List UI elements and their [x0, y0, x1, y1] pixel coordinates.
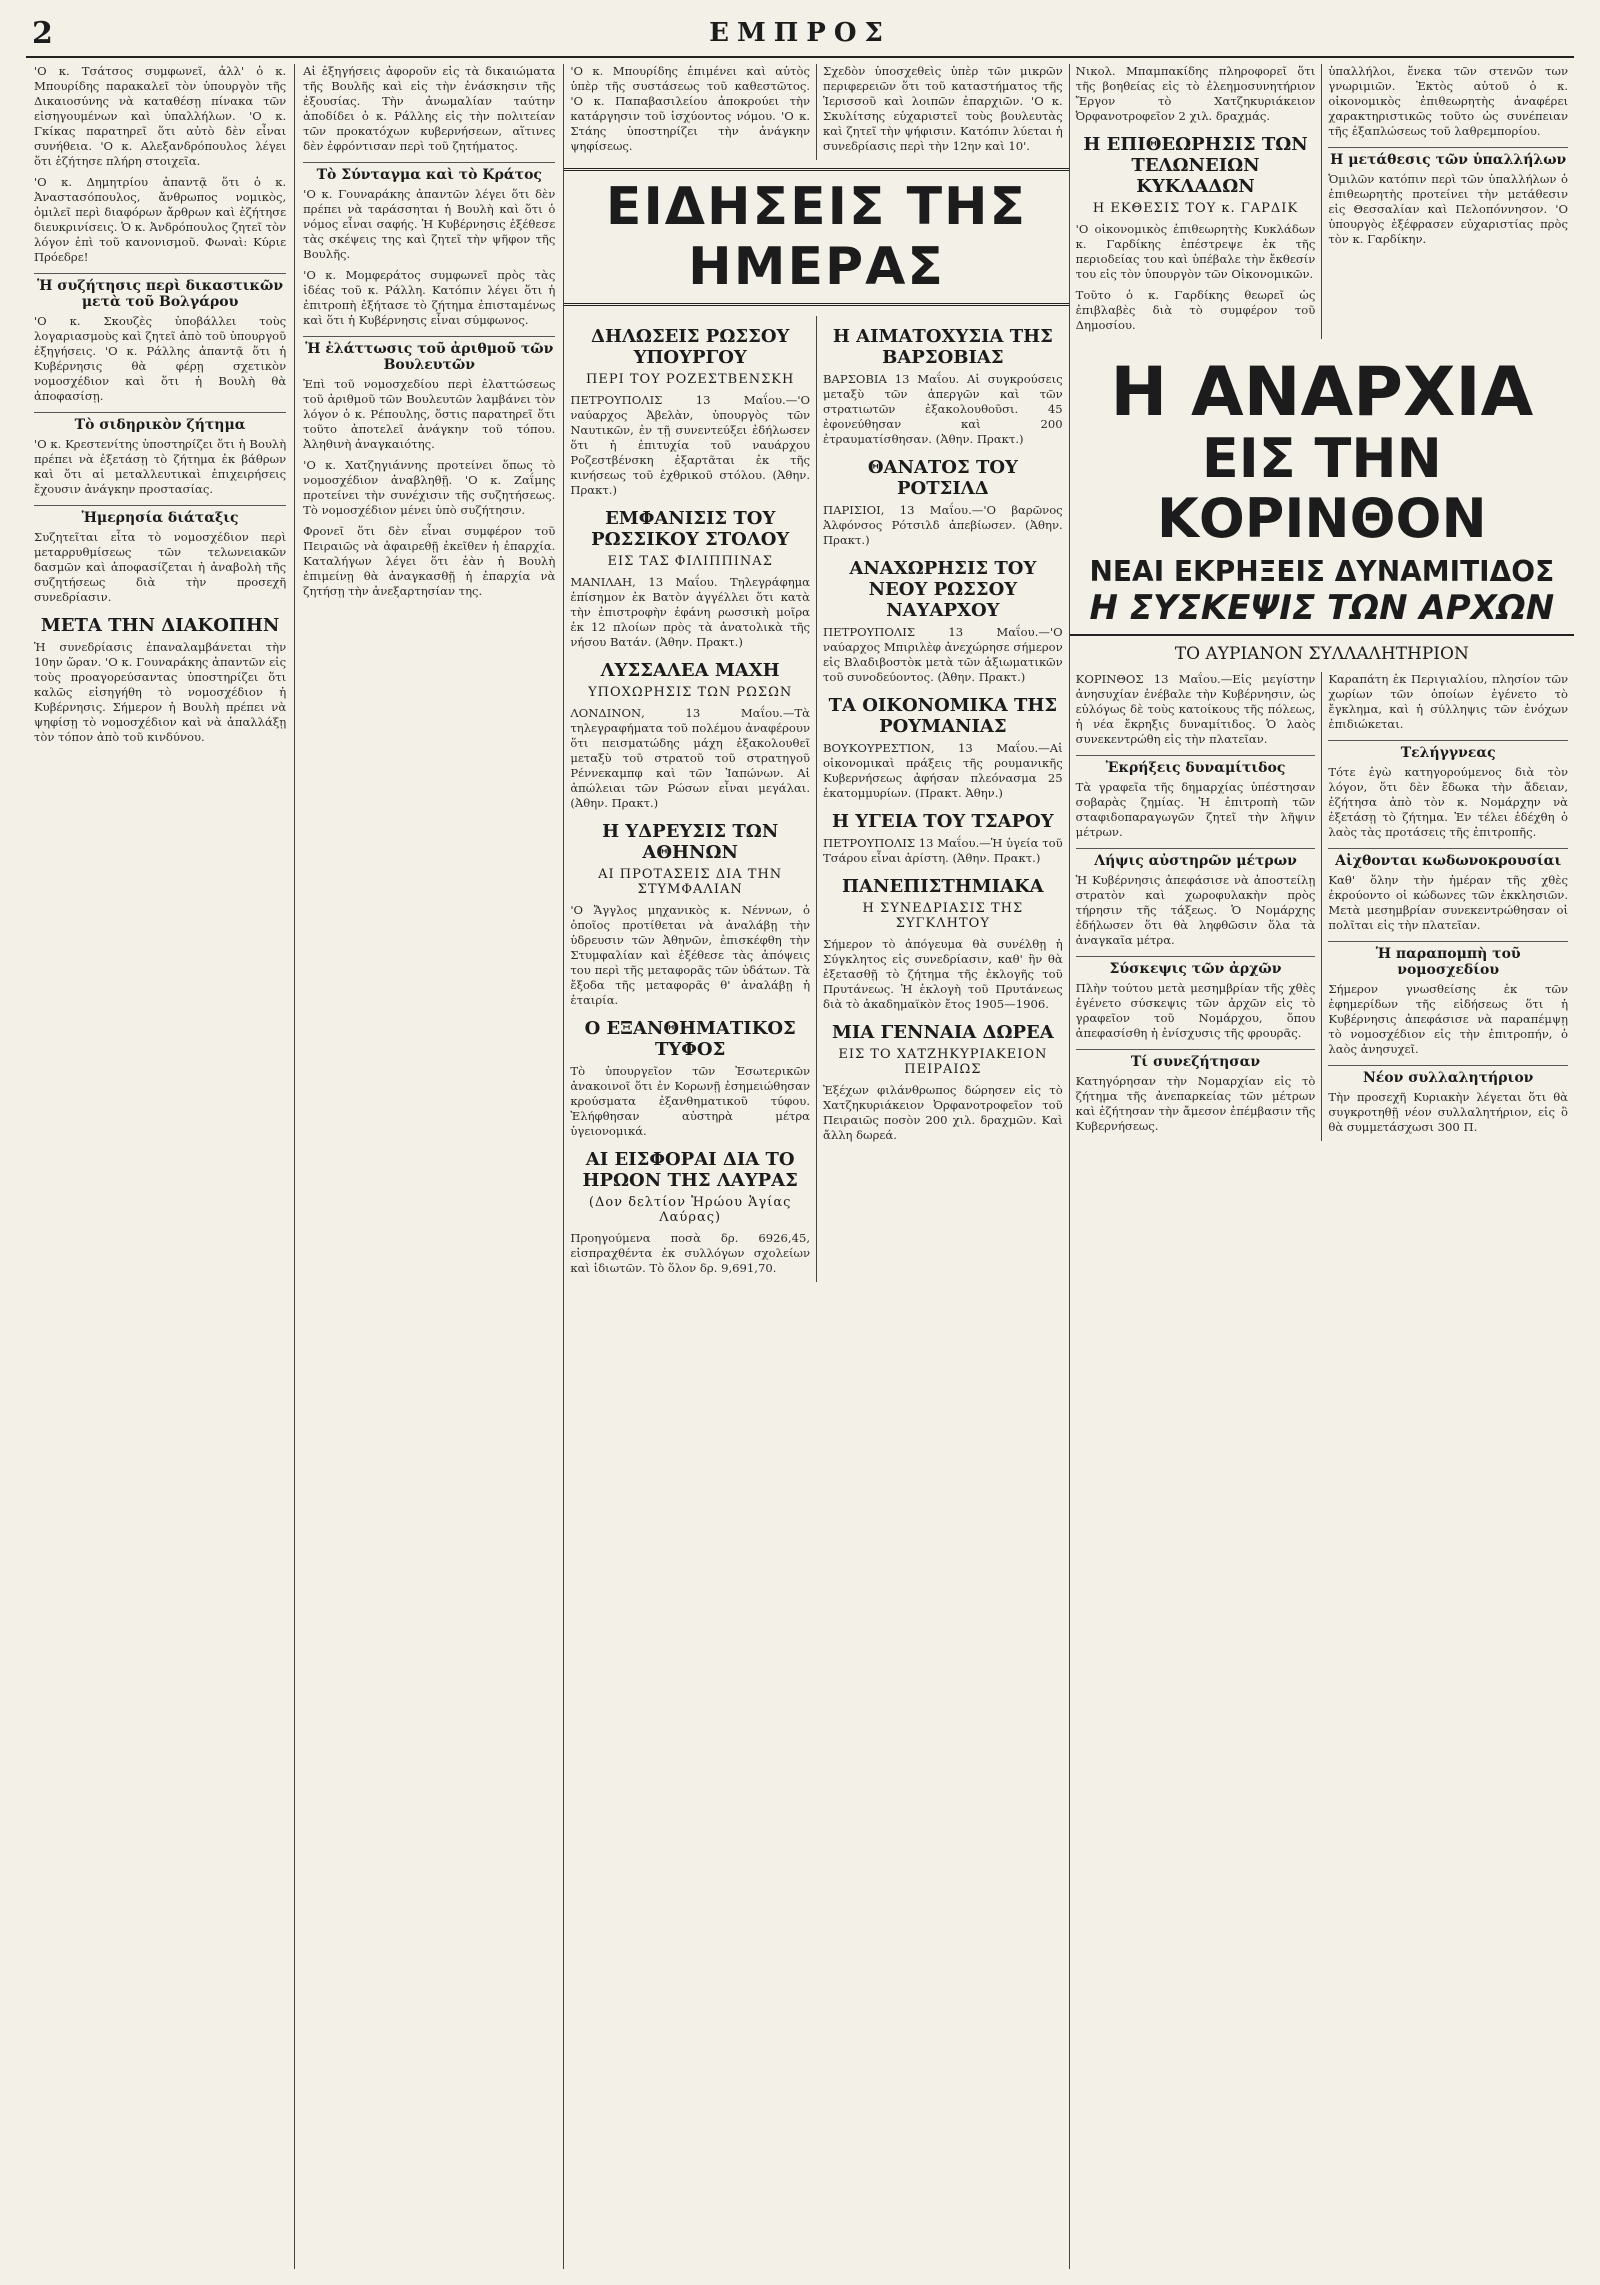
- section-heading: Λήψις αὐστηρῶν μέτρων: [1076, 848, 1316, 869]
- section-heading: Τὸ σιδηρικὸν ζήτημα: [34, 412, 286, 433]
- article-text: Νικολ. Μπαμπακίδης πληροφορεῖ ὅτι τῆς βοηθείας εἰς τὸ ἐλεημοσυνητήριον Ἔργον τὸ Χατζηκυριάκειον Ὀρφανοτροφεῖον 2 χιλ. δραχμάς.: [1075, 64, 1316, 123]
- article-text: Σχεδὸν ὑποσχεθεὶς ὑπὲρ τῶν μικρῶν περιφερειῶν ὅτι τοῦ καταστήματος τῆς Ἱερισσοῦ καὶ λοιπῶν ἐπαρχιῶν. 'Ο κ. Σκυλίτσης εὐχαριστεῖ τοὺς βουλευτὰς καὶ ζητεῖ τὴν ψήφισιν. Κατόπιν λύεται ἡ συνεδρίασις περὶ τὴν 12ην καὶ 10'.: [823, 64, 1063, 153]
- article-text: 'Ο κ. Κρεστενίτης ὑποστηρίζει ὅτι ἡ Βουλὴ πρέπει νὰ ἐξετάσῃ τὸ ζήτημα ἐκ βάθρων καὶ ὅτι αἱ μεταλλευτικαὶ ἐπιχειρήσεις ἔχουσιν ἀνάγκην προστασίας.: [34, 437, 287, 496]
- article-text: Καθ' ὅλην τὴν ἡμέραν τῆς χθὲς ἐκρούοντο οἱ κώδωνες τῶν ἐκκλησιῶν. Μετὰ μεσημβρίαν συνεκεντρώθησαν οἱ πολῖται εἰς τὴν πλατεῖαν.: [1328, 873, 1569, 932]
- section-heading: Τί συνεζήτησαν: [1076, 1049, 1316, 1070]
- article-text: Φρονεῖ ὅτι δὲν εἶναι συμφέρον τοῦ Πειραιῶς νὰ ἀφαιρεθῇ ἐκεῖθεν ἡ ἐπαρχία. Καταλήγων λέγει ὅτι ἐὰν ἡ Βουλὴ ἐπιμείνῃ θὰ ἀναγκασθῇ ἡ ἐπαρχία νὰ ζητήσῃ τὴν ἀνεξαρτησίαν της.: [303, 524, 556, 598]
- article-text: Προηγούμενα ποσὰ δρ. 6926,45, εἰσπραχθέντα ἐκ συλλόγων σχολείων καὶ ἰδιωτῶν. Τὸ ὅλον δρ. 9,691,70.: [570, 1231, 811, 1275]
- section-heading: Ἡ παραπομπὴ τοῦ νομοσχεδίου: [1328, 941, 1568, 978]
- subheadline: (Δον δελτίον Ἡρώου Ἁγίας Λαύρας): [588, 1195, 792, 1225]
- subheadline: Η ΣΥΝΕΔΡΙΑΣΙΣ ΤΗΣ ΣΥΓΚΛΗΤΟΥ: [862, 901, 1024, 931]
- news-columns: [564, 316, 1068, 1282]
- article-text: Κατηγόρησαν τὴν Νομαρχίαν εἰς τὸ ζήτημα τῆς ἀνεπαρκείας τῶν μέτρων καὶ ἐζήτησαν τὴν ἄμεσον ἐπέμβασιν τῆς Κυβερνήσεως.: [1075, 1074, 1316, 1133]
- headline: Η ΥΓΕΙΑ ΤΟΥ ΤΣΑΡΟΥ: [832, 811, 1054, 832]
- article-text: ΠΑΡΙΣΙΟΙ, 13 Μαΐου.—'Ο βαρῶνος Ἀλφόνσος Ρότσιλδ ἀπεβίωσεν. (Ἀθην. Πρακτ.): [823, 503, 1063, 547]
- anarchy-section: [1070, 64, 1574, 2269]
- columns: [26, 64, 1574, 2269]
- column-5-top: [1070, 64, 1323, 339]
- article-text: ΠΕΤΡΟΥΠΟΛΙΣ 13 Μαΐου.—'Ο ναύαρχος Ἀβελὰν, ὑπουργὸς τῶν Ναυτικῶν, ἐν τῇ συνεντεύξει ἐδήλωσεν ὅτι ἡ ἐπιτυχία τοῦ ναυάρχου Ροζεστβένσκη ἐξαρτᾶται ἐκ τῆς κινήσεως τοῦ ἐχθρικοῦ στόλου. (Ἀθην. Πρακτ.): [570, 393, 811, 497]
- subheadline: ΠΕΡΙ ΤΟΥ ΡΟΖΕΣΤΒΕΝΣΚΗ: [586, 372, 795, 387]
- news-top: [564, 64, 1068, 160]
- article-text: 'Ο κ. Τσάτσος συμφωνεῖ, ἀλλ' ὁ κ. Μπουρίδης παρακαλεῖ τὸν ὑπουργὸν τῆς Δικαιοσύνης νὰ καταθέσῃ πίνακα τῶν εἰσηγουμένων καὶ ὑπαλλήλων. 'Ο κ. Γκίκας παρατηρεῖ ὅτι αὐτὸ δὲν εἶναι συνήθεια. 'Ο κ. Αλεξανδρόπουλος λέγει ὅτι ἐζήτησε πλήρη στοιχεῖα.: [34, 64, 287, 168]
- article-text: Τὸ ὑπουργεῖον τῶν Ἐσωτερικῶν ἀνακοινοῖ ὅτι ἐν Κορωνῇ ἐσημειώθησαν κρούσματα ἐξανθηματικοῦ τύφου. Ἐλήφθησαν αὐστηρὰ μέτρα ὑγειονομικά.: [570, 1064, 811, 1138]
- article-text: 'Ο Ἄγγλος μηχανικὸς κ. Νέννων, ὁ ὁποῖος προτίθεται νὰ ἀναλάβῃ τὴν ὑδρευσιν τῶν Ἀθηνῶν, ἐπισκέφθη τὴν Στυμφαλίαν καὶ ἐξέθεσε τὰς ἀπόψεις του περὶ τῆς μεταφορᾶς τῶν ὑδάτων. Τὰ ἔξοδα τῆς μεταφορᾶς θ' ἀναλάβῃ ἡ ἑταιρία.: [570, 903, 811, 1007]
- section-heading: ΜΕΤΑ ΤΗΝ ΔΙΑΚΟΠΗΝ: [40, 615, 280, 636]
- section-heading: Η μετάθεσις τῶν ὑπαλλήλων: [1328, 147, 1568, 168]
- main-subheadline-3: ΤΟ ΑΥΡΙΑΝΟΝ ΣΥΛΛΑΛΗΤΗΡΙΟΝ: [1174, 644, 1469, 664]
- article-text: Ἐξέχων φιλάνθρωπος δώρησεν εἰς τὸ Χατζηκυριάκειον Ὀρφανοτροφεῖον τοῦ Πειραιῶς ποσὸν 200 χιλ. δραχμῶν. Καὶ ἄλλη δωρεά.: [823, 1083, 1063, 1142]
- headline: Η ΕΠΙΘΕΩΡΗΣΙΣ ΤΩΝ ΤΕΛΩΝΕΙΩΝ ΚΥΚΛΑΔΩΝ: [1083, 134, 1308, 197]
- article-text: Τὴν προσεχῆ Κυριακὴν λέγεται ὅτι θὰ συγκροτηθῇ νέον συλλαλητήριον, εἰς ὃ θὰ συμμετάσχωσι 300 Π.: [1328, 1090, 1569, 1134]
- headline: ΛΥΣΣΑΛΕΑ ΜΑΧΗ: [600, 660, 780, 681]
- article-text: ΠΕΤΡΟΥΠΟΛΙΣ 13 Μαΐου.—'Ο ναύαρχος Μπιριλὲφ ἀνεχώρησε σήμερον εἰς Βλαδιβοστὸκ μετὰ τῶν ἀξιωματικῶν τοῦ συνοδεύοντος. (Ἀθην. Πρακτ.): [823, 625, 1063, 684]
- article-text: Καραπάτη ἐκ Περιγιαλίου, πλησίον τῶν χωρίων τῶν ὁποίων ἐγένετο τὸ ἔγκλημα, καὶ ἡ σύλληψις τῶν ἐνόχων ἐπιδιώκεται.: [1328, 672, 1569, 731]
- article-text: 'Ο οἰκονομικὸς ἐπιθεωρητὴς Κυκλάδων κ. Γαρδίκης ἐπέστρεψε ἐκ τῆς περιοδείας του καὶ ὑπέβαλε τὴν ἔκθεσίν του εἰς τὸν ὑπουργὸν τῶν Οἰκονομικῶν.: [1075, 222, 1316, 281]
- section-heading: Αἰχθονται κωδωνοκρουσίαι: [1328, 848, 1568, 869]
- right-bottom: [1070, 672, 1574, 1141]
- anarchy-headline-block: [1070, 353, 1574, 664]
- article-text: ὑπαλλήλοι, ἕνεκα τῶν στενῶν των γνωριμιῶν. Ἐκτὸς αὐτοῦ ὁ κ. οἰκονομικὸς ἐπιθεωρητὴς ἀναφέρει χαρακτηριστικῶς τοῦτο ὡς συνέπειαν τῆς ἐξαπλώσεως τοῦ λαθρεμπορίου.: [1328, 64, 1569, 138]
- masthead: [26, 14, 1574, 58]
- page-number: 2: [32, 16, 53, 51]
- headline: ΠΑΝΕΠΙΣΤΗΜΙΑΚΑ: [842, 876, 1044, 897]
- article-text: Αἱ ἐξηγήσεις ἀφοροῦν εἰς τὰ δικαιώματα τῆς Βουλῆς καὶ εἰς τὴν ἐνάσκησιν τῆς ἐξουσίας. Τὴν ἀνωμαλίαν ταύτην ἀποδίδει ὁ κ. Ράλλης εἰς τὴν πολιτείαν τῶν προκατόχων κυβερνήσεων, αἵτινες δὲν ἐφρόντισαν περὶ τοῦ ζητήματος.: [303, 64, 556, 153]
- article-text: Τότε ἐγὼ κατηγορούμενος διὰ τὸν λόγον, ὅτι δὲν ἔδωκα τὴν ἄδειαν, ἐζήτησα ἀπὸ τὸν κ. Νομάρχην νὰ ἐξετάσῃ τὸ ζήτημα. Ἐν τέλει ἐδέχθη ὁ λαὸς τὰς προτάσεις τῆς ἐπιτροπῆς.: [1328, 765, 1569, 839]
- newspaper-name: ΕΜΠΡΟΣ: [709, 18, 891, 48]
- section-heading: Ἐκρήξεις δυναμίτιδος: [1076, 755, 1316, 776]
- main-subheadline-2: Η ΣΥΣΚΕΨΙΣ ΤΩΝ ΑΡΧΩΝ: [1070, 588, 1574, 636]
- subheadline: Η ΕΚΘΕΣΙΣ ΤΟΥ κ. ΓΑΡΔΙΚ: [1092, 201, 1299, 216]
- column-2: [295, 64, 564, 2269]
- subheadline: ΕΙΣ ΤΟ ΧΑΤΖΗΚΥΡΙΑΚΕΙΟΝ ΠΕΙΡΑΙΩΣ: [838, 1047, 1048, 1077]
- article-text: Ἐπὶ τοῦ νομοσχεδίου περὶ ἐλαττώσεως τοῦ ἀριθμοῦ τῶν Βουλευτῶν λαμβάνει τὸν λόγον ὁ κ. Ρέπουλης, ὅστις παρατηρεῖ ὅτι τοῦτο ἀποτελεῖ ἀνάγκην τοῦ τόπου. Ἀληθινὴ ἀναγκαιότης.: [303, 377, 556, 451]
- right-top: [1070, 64, 1574, 339]
- headline: Η ΥΔΡΕΥΣΙΣ ΤΩΝ ΑΘΗΝΩΝ: [602, 821, 779, 863]
- article-text: 'Ο κ. Μομφεράτος συμφωνεῖ πρὸς τὰς ἰδέας τοῦ κ. Ράλλη. Κατόπιν λέγει ὅτι ἡ ἐπιτροπὴ ἐξήτασε τὸ ζήτημα ἐπισταμένως καὶ ὅτι ἡ Κυβέρνησις εἶναι σύμφωνος.: [303, 268, 556, 327]
- section-heading: Τελήγγνεας: [1328, 740, 1568, 761]
- news-section: [564, 64, 1069, 2269]
- headline: ΜΙΑ ΓΕΝΝΑΙΑ ΔΩΡΕΑ: [831, 1022, 1054, 1043]
- column-3-top: [564, 64, 817, 160]
- article-text: 'Ο κ. Σκουζὲς ὑποβάλλει τοὺς λογαριασμοὺς καὶ ζητεῖ ἀπὸ τοῦ ὑπουργοῦ ἐξηγήσεις. 'Ο κ. Ράλλης ἀπαντᾷ ὅτι ἡ Κυβέρνησις θὰ φέρῃ σχετικὸν νομοσχέδιον καὶ ὅτι ἡ Βουλὴ θὰ ἀποφασίσῃ.: [34, 314, 287, 403]
- headline: ΤΑ ΟΙΚΟΝΟΜΙΚΑ ΤΗΣ ΡΟΥΜΑΝΙΑΣ: [828, 695, 1058, 737]
- article-text: ΒΟΥΚΟΥΡΕΣΤΙΟΝ, 13 Μαΐου.—Αἱ οἰκονομικαὶ πράξεις τῆς ρουμανικῆς Κυβερνήσεως ἀφήσαν πλεόνασμα 25 ἑκατομμυρίων. (Πρακτ. Ἀθην.): [823, 741, 1063, 800]
- main-subheadline: ΝΕΑΙ ΕΚΡΗΞΕΙΣ ΔΥΝΑΜΙΤΙΔΟΣ: [1089, 555, 1555, 588]
- column-3: [564, 316, 817, 1282]
- article-text: Συζητεῖται εἶτα τὸ νομοσχέδιον περὶ μεταρρυθμίσεως τῶν τελωνειακῶν δασμῶν καὶ ἀποφασίζεται ἡ ἀναβολὴ τῆς συζητήσεως διὰ τὴν προσεχῆ συνεδρίασιν.: [34, 530, 287, 604]
- article-text: 'Ο κ. Μπουρίδης ἐπιμένει καὶ αὐτὸς ὑπὲρ τῆς συστάσεως τοῦ καθεστῶτος. 'Ο κ. Παπαβασιλείου ἀποκρούει τὴν κατάργησιν τοῦ ἰσχύοντος νόμου. 'Ο κ. Στάης ὑποστηρίζει τὴν ἀνάγκην ψηφίσεως.: [570, 64, 811, 153]
- article-text: Ἡ Κυβέρνησις ἀπεφάσισε νὰ ἀποστείλῃ στρατὸν καὶ χωροφυλακὴν πρὸς τήρησιν τῆς τάξεως. Ὁ Νομάρχης ἐδήλωσεν ὅτι θὰ ληφθῶσιν ὅλα τὰ ἀναγκαῖα μέτρα.: [1075, 873, 1316, 947]
- article-text: Πλὴν τούτου μετὰ μεσημβρίαν τῆς χθὲς ἐγένετο σύσκεψις τῶν ἀρχῶν εἰς τὸ γραφεῖον τοῦ Νομάρχου, ὅπου ἀπεφασίσθη ἡ ἐνίσχυσις τῆς φρουρᾶς.: [1075, 981, 1316, 1040]
- subheadline: ΑΙ ΠΡΟΤΑΣΕΙΣ ΔΙΑ ΤΗΝ ΣΤΥΜΦΑΛΙΑΝ: [598, 867, 783, 897]
- news-of-the-day-banner: ΕΙΔΗΣΕΙΣ ΤΗΣ ΗΜΕΡΑΣ: [564, 168, 1068, 306]
- article-text: 'Ο κ. Χατζηγιάννης προτείνει ὅπως τὸ νομοσχέδιον ἀναβληθῇ. 'Ο κ. Ζαΐμης προτείνει τὴν συνέχισιν τῆς συζητήσεως. Τὸ νομοσχέδιον μένει ὑπὸ συζήτησιν.: [303, 458, 556, 517]
- column-1: [26, 64, 295, 2269]
- article-text: ΒΑΡΣΟΒΙΑ 13 Μαΐου. Αἱ συγκρούσεις μεταξὺ τῶν ἀπεργῶν καὶ τῶν στρατιωτῶν ἐξακολουθοῦσι. 45 ἐφονεύθησαν καὶ 200 ἐτραυματίσθησαν. (Ἀθην. Πρακτ.): [823, 372, 1063, 446]
- article-text: Τὰ γραφεῖα τῆς δημαρχίας ὑπέστησαν σοβαρὰς ζημίας. Ἡ ἐπιτροπὴ τῶν σταφιδοπαραγωγῶν ζητεῖ τὴν λῆψιν μέτρων.: [1075, 780, 1316, 839]
- article-text: ΜΑΝΙΛΑΗ, 13 Μαΐου. Τηλεγράφημα ἐπίσημον ἐκ Βατὸν ἀγγέλλει ὅτι κατὰ τὴν ἐπιστροφὴν ἐφάνη ρωσσικὴ μοῖρα ἐκ 12 πλοίων πρὸς τὰ ἀνατολικὰ τῆς νήσου Βατάν. (Ἀθην. Πρακτ.): [570, 575, 811, 649]
- section-heading: Ἡμερησία διάταξις: [34, 505, 286, 526]
- section-heading: Σύσκεψις τῶν ἀρχῶν: [1076, 956, 1316, 977]
- article-text: ΛΟΝΔΙΝΟΝ, 13 Μαΐου.—Τὰ τηλεγραφήματα τοῦ πολέμου ἀναφέρουν ὅτι πεισματώδης μάχη ἐξακολουθεῖ μεταξὺ τοῦ στρατοῦ τοῦ στρατηγοῦ Ρέννεκαμπφ καὶ τῶν Ἰαπώνων. Αἱ ἀπώλειαι τῶν Ρώσων εἶναι μεγάλαι. (Ἀθην. Πρακτ.): [570, 706, 811, 810]
- headline: Ο ΕΞΑΝΘΗΜΑΤΙΚΟΣ ΤΥΦΟΣ: [584, 1018, 796, 1060]
- article-text: Σήμερον γνωσθείσης ἐκ τῶν ἐφημερίδων τῆς εἰδήσεως ὅτι ἡ Κυβέρνησις ἀπεφάσισε νὰ παραπέμψῃ τὸ νομοσχέδιον εἰς τὴν ἐπιτροπήν, ὁ λαὸς ἀνησυχεῖ.: [1328, 982, 1569, 1056]
- article-text: Τοῦτο ὁ κ. Γαρδίκης θεωρεῖ ὡς ἐπιβλαβὲς διὰ τὸ συμφέρον τοῦ Δημοσίου.: [1075, 288, 1316, 332]
- headline: Η ΑΙΜΑΤΟΧΥΣΙΑ ΤΗΣ ΒΑΡΣΟΒΙΑΣ: [832, 326, 1053, 368]
- headline: ΔΗΛΩΣΕΙΣ ΡΩΣΣΟΥ ΥΠΟΥΡΓΟΥ: [590, 326, 790, 368]
- section-heading: Ἡ συζήτησις περὶ δικαστικῶν μετὰ τοῦ Βολγάρου: [34, 273, 286, 310]
- headline: ΑΝΑΧΩΡΗΣΙΣ ΤΟΥ ΝΕΟΥ ΡΩΣΣΟΥ ΝΑΥΑΡΧΟΥ: [849, 558, 1037, 621]
- article-text: 'Ο κ. Γουναράκης ἀπαντῶν λέγει ὅτι δὲν πρέπει νὰ ταράσσηται ἡ Βουλὴ καὶ ὅτι ὁ νόμος εἶναι σαφής. Ἡ Κυβέρνησις ἐξέθεσε τὰς σκέψεις της καὶ ζητεῖ τὴν ψῆφον τῆς Βουλῆς.: [303, 187, 556, 261]
- headline: ΑΙ ΕΙΣΦΟΡΑΙ ΔΙΑ ΤΟ ΗΡΩΟΝ ΤΗΣ ΛΑΥΡΑΣ: [582, 1149, 798, 1191]
- article-text: Ὁμιλῶν κατόπιν περὶ τῶν ὑπαλλήλων ὁ ἐπιθεωρητὴς προτείνει τὴν μετάθεσιν εἰς Θεσσαλίαν καὶ Πελοπόννησον. 'Ο ὑπουργὸς ἐξέφρασεν εὐχαριστίας πρὸς τὸν κ. Γαρδίκην.: [1328, 172, 1569, 246]
- headline: ΕΜΦΑΝΙΣΙΣ ΤΟΥ ΡΩΣΣΙΚΟΥ ΣΤΟΛΟΥ: [591, 508, 790, 550]
- article-text: Ἡ συνεδρίασις ἐπαναλαμβάνεται τὴν 10ην ὥραν. 'Ο κ. Γουναράκης ἀπαντῶν εἰς τοὺς προαγορεύσαντας ὑποστηρίζει ὅτι καλῶς εἰσηγήθη τὸ νομοσχέδιον ἡ Κυβέρνησις. Σήμερον ἡ Βουλὴ πρέπει νὰ ψηφίσῃ τὸ νομοσχέδιον καὶ νὰ ἀπαλλάξῃ τὸν τόπον ἀπὸ τοῦ κινδύνου.: [34, 640, 287, 744]
- column-4-top: [817, 64, 1069, 160]
- section-heading: Νέον συλλαλητήριον: [1328, 1065, 1568, 1086]
- article-text: 'Ο κ. Δημητρίου ἀπαντᾷ ὅτι ὁ κ. Ἀναστασόπουλος, ἄνθρωπος νομικὸς, ὁμιλεῖ περὶ διαφόρων ἄρθρων καὶ ἐζήτησε διευκρινίσεις. Ὁ κ. Ἀνδρόπουλος ζητεῖ τὸν λόγον ἐπὶ τοῦ κανονισμοῦ. Φωναὶ: Κύριε Πρόεδρε!: [34, 175, 287, 264]
- column-6: [1322, 672, 1574, 1141]
- main-headline-2: ΕΙΣ ΤΗΝ ΚΟΡΙΝΘΟΝ: [1157, 427, 1487, 550]
- column-5: [1070, 672, 1323, 1141]
- column-6-top: [1322, 64, 1574, 339]
- article-text: Σήμερον τὸ ἀπόγευμα θὰ συνέλθῃ ἡ Σύγκλητος εἰς συνεδρίασιν, καθ' ἣν θὰ ἐξετασθῇ τὸ ζήτημα τῆς ἐκλογῆς τοῦ Πρυτάνεως. Ἡ ἐκλογὴ τοῦ Πρυτάνεως διὰ τὸ ἀκαδημαϊκὸν ἔτος 1905—1906.: [823, 937, 1063, 1011]
- section-heading: Τὸ Σύνταγμα καὶ τὸ Κράτος: [303, 162, 555, 183]
- subheadline: ΥΠΟΧΩΡΗΣΙΣ ΤΩΝ ΡΩΣΩΝ: [588, 685, 793, 700]
- main-headline: Η ΑΝΑΡΧΙΑ: [1110, 353, 1534, 432]
- article-text: ΚΟΡΙΝΘΟΣ 13 Μαΐου.—Εἰς μεγίστην ἀνησυχίαν ἐνέβαλε τὴν Κυβέρνησιν, ὡς εὐλόγως δὲ τοὺς κατοίκους τῆς πόλεως, ἡ νέα ἔκρηξις δυναμίτιδος. Ὁ λαὸς συνεκεντρώθη εἰς τὴν πλατεῖαν.: [1075, 672, 1316, 746]
- headline: ΘΑΝΑΤΟΣ ΤΟΥ ΡΟΤΣΙΛΔ: [867, 457, 1018, 499]
- section-heading: Ἡ ἐλάττωσις τοῦ ἀριθμοῦ τῶν Βουλευτῶν: [303, 336, 555, 373]
- subheadline: ΕΙΣ ΤΑΣ ΦΙΛΙΠΠΙΝΑΣ: [607, 554, 773, 569]
- column-4: [817, 316, 1069, 1282]
- article-text: ΠΕΤΡΟΥΠΟΛΙΣ 13 Μαΐου.—Ἡ ὑγεία τοῦ Τσάρου εἶναι ἀρίστη. (Ἀθην. Πρακτ.): [823, 836, 1063, 865]
